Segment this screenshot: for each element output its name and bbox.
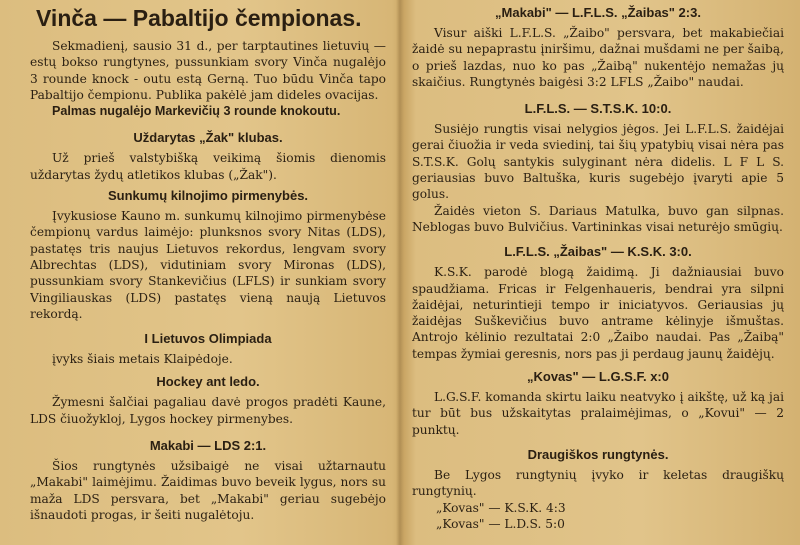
makabi-zaibas-paragraph: Visur aiški L.F.L.S. „Žaibo" persvara, bet makabiečiai žaidė su nepaprastu įniršimu, dažnai mušdami ne per šaibą, o prieš lazdas, nuo ko pas „Žaibą" nukentėjo nemažas jų skaičius. Rungtynės baigėsi 3:2 LFLS „Žaibo" naudai. bbox=[412, 26, 784, 89]
palmas-paragraph: Palmas nugalėjo Markevičių 3 rounde knokoutu. bbox=[52, 104, 341, 119]
friendly-score-2: „Kovas" — L.D.S. 5:0 bbox=[436, 516, 565, 531]
weightlifting-heading: Sunkumų kilnojimo pirmenybės. bbox=[107, 188, 309, 204]
zaibas-ksk-paragraph: K.S.K. parodė blogą žaidimą. Ji dažniausiai buvo spaudžiama. Fricas ir Felgenhaueris, bendrai yra silpni žaidėjai, neturintieji tempo ir iniciatyvos. Geriausias jų žaidėjas Suškevičius buvo antrame kėlinyje išmuštas. Antrojo kėlinio rezultatai 2:0 „Žaibo naudai. Pas „Žaibą" tempas žymiai geresnis, nors pas ji perdaug jaunų žaidėjų. bbox=[412, 265, 784, 361]
zak-heading: Uždarytas „Žak" klubas. bbox=[133, 130, 283, 146]
makabi-zaibas-heading: „Makabi" — L.F.L.S. „Žaibas" 2:3. bbox=[495, 5, 701, 20]
olympiad-paragraph: įvyks šiais metais Klaipėdoje. bbox=[52, 352, 233, 367]
makabi-lds-paragraph: Šios rungtynės užsibaigė ne visai užtarnautu „Makabi" laimėjimu. Žaidimas buvo beveik lygus, nors su maža LDS persvara, bet „Makabi" geriau sugebėjo išnaudoti progas, ir šeiti nugalėtoju. bbox=[30, 459, 386, 522]
lfls-stsk-paragraph-2: Žaidės vieton S. Dariaus Matulka, buvo gan silpnas. Neblogas buvo Bulvičius. Vartininkas visai neturėjo smūgių. bbox=[412, 203, 784, 234]
makabi-lds-heading: Makabi — LDS 2:1. bbox=[149, 438, 267, 454]
kovas-lgsf-heading: „Kovas" — L.G.S.F. x:0 bbox=[527, 369, 669, 385]
friendly-score-1: „Kovas" — K.S.K. 4:3 bbox=[436, 500, 566, 515]
article-title: Vinča — Pabaltijo čempionas. bbox=[36, 5, 362, 31]
zak-paragraph: Už prieš valstybišką veikimą šiomis dienomis uždarytas žydų atletikos klubas („Žak"). bbox=[30, 151, 386, 182]
kovas-lgsf-paragraph: L.G.S.F. komanda skirtu laiku neatvyko į aikštę, už ką jai tur būt bus užskaitytas pralaimėjimas, o „Kovui" — 2 punktų. bbox=[412, 390, 784, 437]
friendly-paragraph: Be Lygos rungtynių įvyko ir keletas draugiškų rungtynių. bbox=[412, 467, 784, 499]
left-column bbox=[30, 0, 386, 545]
right-column bbox=[412, 0, 784, 545]
zaibas-ksk-heading: L.F.L.S. „Žaibas" — K.S.K. 3:0. bbox=[504, 244, 692, 260]
hockey-heading: Hockey ant ledo. bbox=[156, 374, 260, 390]
olympiad-heading: I Lietuvos Olimpiada bbox=[144, 331, 272, 347]
hockey-paragraph: Žymesni šalčiai pagaliau davė progos pradėti Kaune, LDS čiuožykloj, Lygos hockey pirmenybes. bbox=[30, 395, 386, 426]
boxing-paragraph: Sekmadienį, sausio 31 d., per tarptautines lietuvių — estų bokso rungtynes, pussunkiam svory Vinča nugalėjo 3 rounde knock - outu estą Gerną. Tuo būdu Vinča tapo Pabaltijo čempionu. Publika pakėlė jam dideles ovacijas. bbox=[30, 39, 386, 102]
friendly-heading: Draugiškos rungtynės. bbox=[527, 446, 669, 462]
page-fold bbox=[396, 0, 404, 545]
lfls-stsk-paragraph: Susiėjo rungtis visai nelygios jėgos. Jei L.F.L.S. žaidėjai gerai čiuožia ir veda sviedinį, tai šių ypatybių visai nėra pas S.T.S.K. Golų santykis sulyginant nėra didelis. L F L S. geriausias buvo Baltuška, kuris sugebėjo įvaryti apie 5 golus. bbox=[412, 122, 784, 202]
weightlifting-paragraph: Įvykusiose Kauno m. sunkumų kilnojimo pirmenybėse čempionų vardus laimėjo: plunksnos svory Nitas (LDS), pastatęs tris naujus Lietuvos rekordus, lengvam svory Albrechtas (LDS), vidutiniam svory Mironas (LDS), pussunkiam svory Stankevičius (LFLS) ir sunkiam svory Vingiliauskas (LDS) pastatęs vieną naują Lietuvos rekordą. bbox=[30, 209, 386, 321]
lfls-stsk-heading: L.F.L.S. — S.T.S.K. 10:0. bbox=[524, 101, 672, 117]
